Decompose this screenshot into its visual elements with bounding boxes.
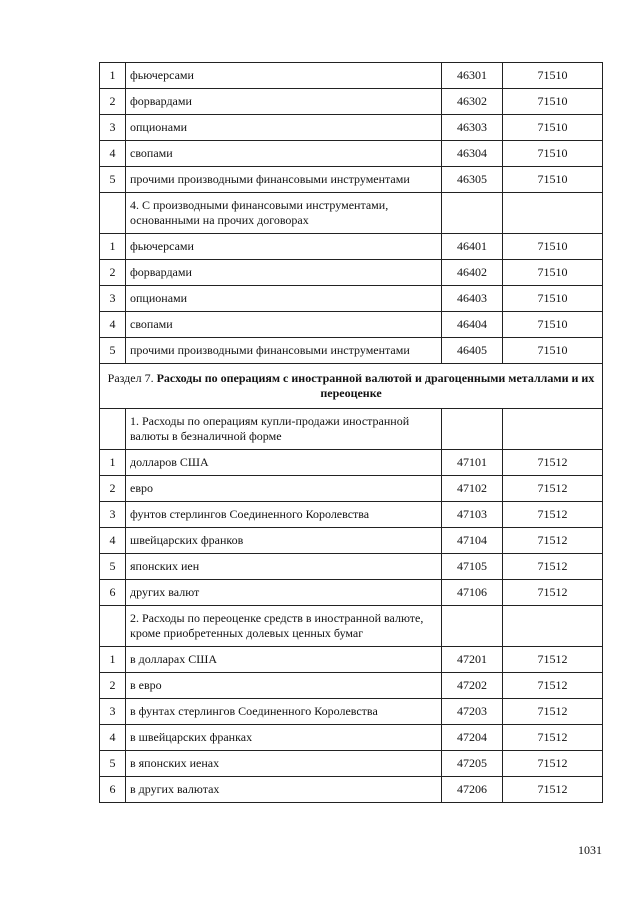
row-number: 1: [100, 234, 126, 260]
row-symbol: 71512: [503, 476, 603, 502]
row-name: в долларах США: [126, 647, 442, 673]
table-row: [100, 502, 603, 528]
table-row: [100, 234, 603, 260]
row-code: 46405: [442, 338, 503, 364]
row-name: фунтов стерлингов Соединенного Королевства: [126, 502, 442, 528]
row-symbol: 71510: [503, 167, 603, 193]
row-name: других валют: [126, 580, 442, 606]
table-row: [100, 647, 603, 673]
page-number: 1031: [578, 843, 602, 857]
ledger-table: [99, 62, 603, 803]
table-row: [100, 141, 603, 167]
row-number: 5: [100, 751, 126, 777]
row-number: 2: [100, 476, 126, 502]
empty-cell: [503, 606, 603, 647]
table-row: [100, 286, 603, 312]
row-name: опционами: [126, 286, 442, 312]
row-code: 46301: [442, 63, 503, 89]
row-name: свопами: [126, 312, 442, 338]
row-symbol: 71512: [503, 725, 603, 751]
row-number: 3: [100, 286, 126, 312]
row-number: 5: [100, 167, 126, 193]
row-name: фьючерсами: [126, 234, 442, 260]
row-symbol: 71512: [503, 450, 603, 476]
row-code: 47202: [442, 673, 503, 699]
ledger-table-container: [99, 62, 602, 803]
row-name: форвардами: [126, 260, 442, 286]
row-name: евро: [126, 476, 442, 502]
table-row: [100, 260, 603, 286]
group-row: [100, 193, 603, 234]
row-code: 47102: [442, 476, 503, 502]
row-symbol: 71510: [503, 63, 603, 89]
table-row: [100, 450, 603, 476]
section-row: [100, 364, 603, 409]
table-row: [100, 528, 603, 554]
row-number: 2: [100, 89, 126, 115]
row-code: 46302: [442, 89, 503, 115]
empty-cell: [503, 193, 603, 234]
row-number: 6: [100, 777, 126, 803]
row-symbol: 71512: [503, 528, 603, 554]
ledger-table-body: [100, 63, 603, 803]
group-row: [100, 606, 603, 647]
table-row: [100, 338, 603, 364]
table-row: [100, 725, 603, 751]
group-heading: 4. С производными финансовыми инструментами, основанными на прочих договорах: [126, 193, 442, 234]
table-row: [100, 167, 603, 193]
group-heading: 1. Расходы по операциям купли-продажи иностранной валюты в безналичной форме: [126, 409, 442, 450]
row-symbol: 71510: [503, 260, 603, 286]
row-code: 47203: [442, 699, 503, 725]
row-code: 47105: [442, 554, 503, 580]
section-title: Расходы по операциям с иностранной валютой и драгоценными металлами и их переоценке: [156, 371, 595, 400]
table-row: [100, 699, 603, 725]
row-code: 47106: [442, 580, 503, 606]
row-number: 4: [100, 141, 126, 167]
row-name: опционами: [126, 115, 442, 141]
row-symbol: 71512: [503, 699, 603, 725]
row-number: 1: [100, 63, 126, 89]
row-code: 47206: [442, 777, 503, 803]
empty-cell: [442, 409, 503, 450]
row-number: 5: [100, 554, 126, 580]
row-number: 3: [100, 502, 126, 528]
row-code: 46303: [442, 115, 503, 141]
row-symbol: 71512: [503, 777, 603, 803]
row-code: 47204: [442, 725, 503, 751]
row-code: 46304: [442, 141, 503, 167]
row-symbol: 71512: [503, 647, 603, 673]
row-symbol: 71510: [503, 286, 603, 312]
row-number: 4: [100, 725, 126, 751]
row-symbol: 71510: [503, 234, 603, 260]
table-row: [100, 554, 603, 580]
row-name: японских иен: [126, 554, 442, 580]
row-symbol: 71510: [503, 338, 603, 364]
table-row: [100, 89, 603, 115]
table-row: [100, 312, 603, 338]
row-code: 46402: [442, 260, 503, 286]
empty-cell: [503, 409, 603, 450]
row-number: 3: [100, 699, 126, 725]
row-number: 5: [100, 338, 126, 364]
group-row: [100, 409, 603, 450]
empty-cell: [442, 193, 503, 234]
row-symbol: 71512: [503, 751, 603, 777]
row-symbol: 71512: [503, 502, 603, 528]
row-symbol: 71510: [503, 89, 603, 115]
table-row: [100, 777, 603, 803]
row-number: 1: [100, 450, 126, 476]
row-symbol: 71512: [503, 580, 603, 606]
row-name: свопами: [126, 141, 442, 167]
row-code: 46404: [442, 312, 503, 338]
row-number: 3: [100, 115, 126, 141]
row-number: 1: [100, 647, 126, 673]
row-code: 47103: [442, 502, 503, 528]
row-name: долларов США: [126, 450, 442, 476]
row-symbol: 71512: [503, 554, 603, 580]
table-row: [100, 673, 603, 699]
row-name: в японских иенах: [126, 751, 442, 777]
group-heading: 2. Расходы по переоценке средств в иностранной валюте, кроме приобретенных долевых ценных бумаг: [126, 606, 442, 647]
row-name: форвардами: [126, 89, 442, 115]
empty-cell: [442, 606, 503, 647]
row-code: 47101: [442, 450, 503, 476]
row-number: 6: [100, 580, 126, 606]
section-prefix: Раздел 7.: [107, 371, 157, 385]
empty-cell: [100, 193, 126, 234]
row-name: прочими производными финансовыми инструментами: [126, 167, 442, 193]
empty-cell: [100, 606, 126, 647]
row-number: 2: [100, 260, 126, 286]
row-code: 47205: [442, 751, 503, 777]
row-name: в фунтах стерлингов Соединенного Королевства: [126, 699, 442, 725]
row-name: в евро: [126, 673, 442, 699]
row-code: 46305: [442, 167, 503, 193]
row-code: 46403: [442, 286, 503, 312]
table-row: [100, 751, 603, 777]
row-code: 47201: [442, 647, 503, 673]
table-row: [100, 63, 603, 89]
table-row: [100, 580, 603, 606]
row-code: 47104: [442, 528, 503, 554]
row-name: в швейцарских франках: [126, 725, 442, 751]
row-symbol: 71510: [503, 141, 603, 167]
section-heading: [100, 364, 603, 409]
row-number: 4: [100, 312, 126, 338]
table-row: [100, 115, 603, 141]
table-row: [100, 476, 603, 502]
empty-cell: [100, 409, 126, 450]
row-name: фьючерсами: [126, 63, 442, 89]
row-symbol: 71512: [503, 673, 603, 699]
row-number: 2: [100, 673, 126, 699]
row-symbol: 71510: [503, 115, 603, 141]
row-name: прочими производными финансовыми инструментами: [126, 338, 442, 364]
row-name: швейцарских франков: [126, 528, 442, 554]
row-code: 46401: [442, 234, 503, 260]
row-symbol: 71510: [503, 312, 603, 338]
row-number: 4: [100, 528, 126, 554]
row-name: в других валютах: [126, 777, 442, 803]
